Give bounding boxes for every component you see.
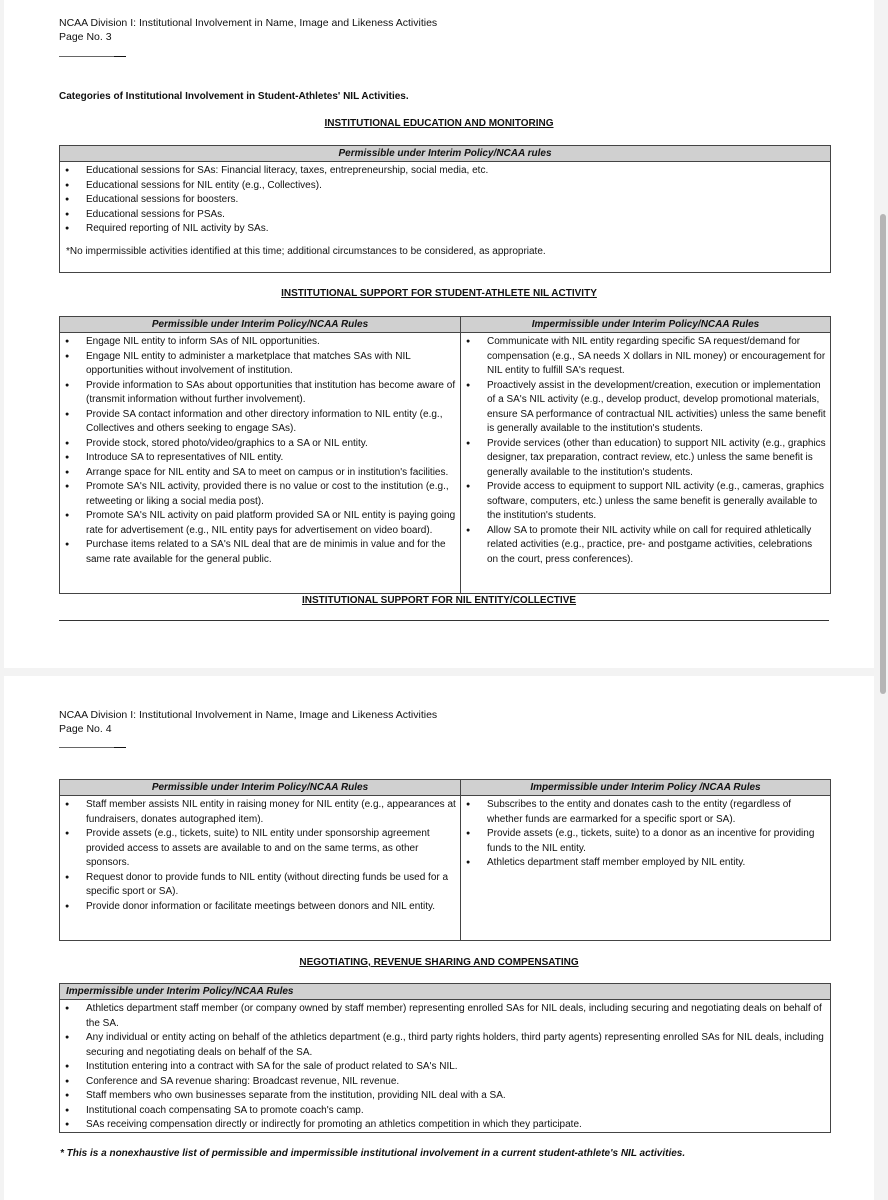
support-impermissible-list xyxy=(461,333,830,567)
education-section-title: INSTITUTIONAL EDUCATION AND MONITORING xyxy=(324,118,554,129)
entity-table xyxy=(59,779,831,941)
list-item: ● Provide access to equipment to support NIL activity (e.g., cameras, graphics software, computers, etc.) unless the same benefit is generally available to the institution's students. xyxy=(487,480,826,524)
support-impermissible-column xyxy=(461,317,830,593)
list-item: ● Provide assets (e.g., tickets, suite) to a donor as an incentive for providing funds to the NIL entity. xyxy=(487,827,826,856)
page-number: Page No. 3 xyxy=(59,31,112,43)
list-item: ● Engage NIL entity to administer a marketplace that matches SAs with NIL opportunities without involvement of institution. xyxy=(86,350,456,379)
list-item: ● Provide assets (e.g., tickets, suite) to NIL entity under sponsorship agreement provided access to assets are available to and on the same terms, as other sponsors. xyxy=(86,827,456,871)
scrollbar[interactable] xyxy=(880,214,886,694)
list-item: ● Required reporting of NIL activity by SAs. xyxy=(86,222,826,237)
list-item: ● Athletics department staff member employed by NIL entity. xyxy=(487,856,826,871)
negotiating-table xyxy=(59,983,831,1133)
list-item: ● Proactively assist in the development/creation, execution or implementation of a SA's NIL activity (e.g., develop product, develop promotional materials, ensure SA performance of contractual NIL activities) unless the same benefit is generally available to the institution's students. xyxy=(487,379,826,437)
document-page-3 xyxy=(4,0,874,668)
entity-impermissible-header: Impermissible under Interim Policy /NCAA Rules xyxy=(461,780,830,796)
entity-permissible-header: Permissible under Interim Policy/NCAA Rules xyxy=(60,780,460,796)
list-item: ● Purchase items related to a SA's NIL deal that are de minimis in value and for the same rate available for the general public. xyxy=(86,538,456,567)
list-item: ● Provide donor information or facilitate meetings between donors and NIL entity. xyxy=(86,900,456,915)
doc-title: NCAA Division I: Institutional Involvement in Name, Image and Likeness Activities xyxy=(59,709,438,721)
header-rule-dash xyxy=(114,56,126,57)
negotiating-list xyxy=(60,1000,830,1133)
list-item: ● Request donor to provide funds to NIL entity (without directing funds be used for a specific sport or SA). xyxy=(86,871,456,900)
list-item: ● Allow SA to promote their NIL activity while on call for required athletically related activities (e.g., practice, pre- and postgame activities, celebrations on the court, press conferences). xyxy=(487,524,826,568)
entity-permissible-column xyxy=(60,780,461,940)
list-item: ● Educational sessions for PSAs. xyxy=(86,208,826,223)
support-impermissible-header: Impermissible under Interim Policy/NCAA Rules xyxy=(461,317,830,333)
support-permissible-header: Permissible under Interim Policy/NCAA Rules xyxy=(60,317,460,333)
list-item: ● Subscribes to the entity and donates cash to the entity (regardless of whether funds are earmarked for a specific sport or SA). xyxy=(487,798,826,827)
support-permissible-list xyxy=(60,333,460,567)
footnote: * This is a nonexhaustive list of permissible and impermissible institutional involvement in a current student-athlete's NIL activities. xyxy=(60,1148,686,1159)
negotiating-impermissible-header: Impermissible under Interim Policy/NCAA Rules xyxy=(60,984,830,1000)
list-item: ● Provide SA contact information and other directory information to NIL entity (e.g., Collectives and others seeking to engage SAs). xyxy=(86,408,456,437)
list-item: ● Provide information to SAs about opportunities that institution has become aware of (transmit information without further involvement). xyxy=(86,379,456,408)
page-number: Page No. 4 xyxy=(59,723,112,735)
education-note: *No impermissible activities identified at this time; additional circumstances to be considered, as appropriate. xyxy=(66,245,546,257)
list-item: ● SAs receiving compensation directly or indirectly for promoting an athletics competition in which they participate. xyxy=(86,1118,826,1133)
list-item: ● Introduce SA to representatives of NIL entity. xyxy=(86,451,456,466)
page-header xyxy=(59,16,437,44)
list-item: ● Arrange space for NIL entity and SA to meet on campus or in institution's facilities. xyxy=(86,466,456,481)
header-rule-dash xyxy=(114,747,126,748)
list-item: ● Conference and SA revenue sharing: Broadcast revenue, NIL revenue. xyxy=(86,1075,826,1090)
list-item: ● Communicate with NIL entity regarding specific SA request/demand for compensation (e.g., SA needs X dollars in NIL money) or encouragement for NIL entity to fulfill SA's request. xyxy=(487,335,826,379)
list-item: ● Provide services (other than education) to support NIL activity (e.g., graphics designer, tax preparation, contract review, etc.) unless the same benefit is generally available to the institution's students. xyxy=(487,437,826,481)
list-item: ● Staff members who own businesses separate from the institution, providing NIL deal with a SA. xyxy=(86,1089,826,1104)
entity-permissible-list xyxy=(60,796,460,914)
document-page-4 xyxy=(4,676,874,1200)
page-footer-rule xyxy=(59,620,829,621)
list-item: ● Promote SA's NIL activity, provided there is no value or cost to the institution (e.g., retweeting or liking a social media post). xyxy=(86,480,456,509)
support-permissible-column xyxy=(60,317,461,593)
education-table xyxy=(59,145,831,273)
list-item: ● Educational sessions for NIL entity (e.g., Collectives). xyxy=(86,179,826,194)
support-section-title: INSTITUTIONAL SUPPORT FOR STUDENT-ATHLETE NIL ACTIVITY xyxy=(281,288,597,299)
negotiating-section-title: NEGOTIATING, REVENUE SHARING AND COMPENSATING xyxy=(299,957,579,968)
list-item: ● Institutional coach compensating SA to promote coach's camp. xyxy=(86,1104,826,1119)
list-item: ● Engage NIL entity to inform SAs of NIL opportunities. xyxy=(86,335,456,350)
page-header xyxy=(59,708,437,736)
list-item: ● Provide stock, stored photo/video/graphics to a SA or NIL entity. xyxy=(86,437,456,452)
entity-impermissible-list xyxy=(461,796,830,871)
list-item: ● Educational sessions for SAs: Financial literacy, taxes, entrepreneurship, social media, etc. xyxy=(86,164,826,179)
list-item: ● Athletics department staff member (or company owned by staff member) representing enrolled SAs for NIL deals, including securing and negotiating deals on behalf of the SA. xyxy=(86,1002,826,1031)
doc-title: NCAA Division I: Institutional Involvement in Name, Image and Likeness Activities xyxy=(59,17,438,29)
list-item: ● Educational sessions for boosters. xyxy=(86,193,826,208)
education-permissible-header: Permissible under Interim Policy/NCAA rules xyxy=(60,146,830,162)
entity-section-title: INSTITUTIONAL SUPPORT FOR NIL ENTITY/COLLECTIVE xyxy=(301,595,577,606)
list-item: ● Staff member assists NIL entity in raising money for NIL entity (e.g., appearances at fundraisers, donates autographed item). xyxy=(86,798,456,827)
list-item: ● Institution entering into a contract with SA for the sale of product related to SA's NIL. xyxy=(86,1060,826,1075)
list-item: ● Any individual or entity acting on behalf of the athletics department (e.g., third party rights holders, third party agents) representing enrolled SAs for NIL deals, including securing and negotiating deals on behalf of the SA. xyxy=(86,1031,826,1060)
list-item: ● Promote SA's NIL activity on paid platform provided SA or NIL entity is paying going rate for advertisement (e.g., NIL entity pays for advertisement on video board). xyxy=(86,509,456,538)
education-list xyxy=(60,162,830,237)
entity-impermissible-column xyxy=(461,780,830,940)
categories-title: Categories of Institutional Involvement in Student-Athletes' NIL Activities. xyxy=(59,91,409,102)
support-table xyxy=(59,316,831,594)
